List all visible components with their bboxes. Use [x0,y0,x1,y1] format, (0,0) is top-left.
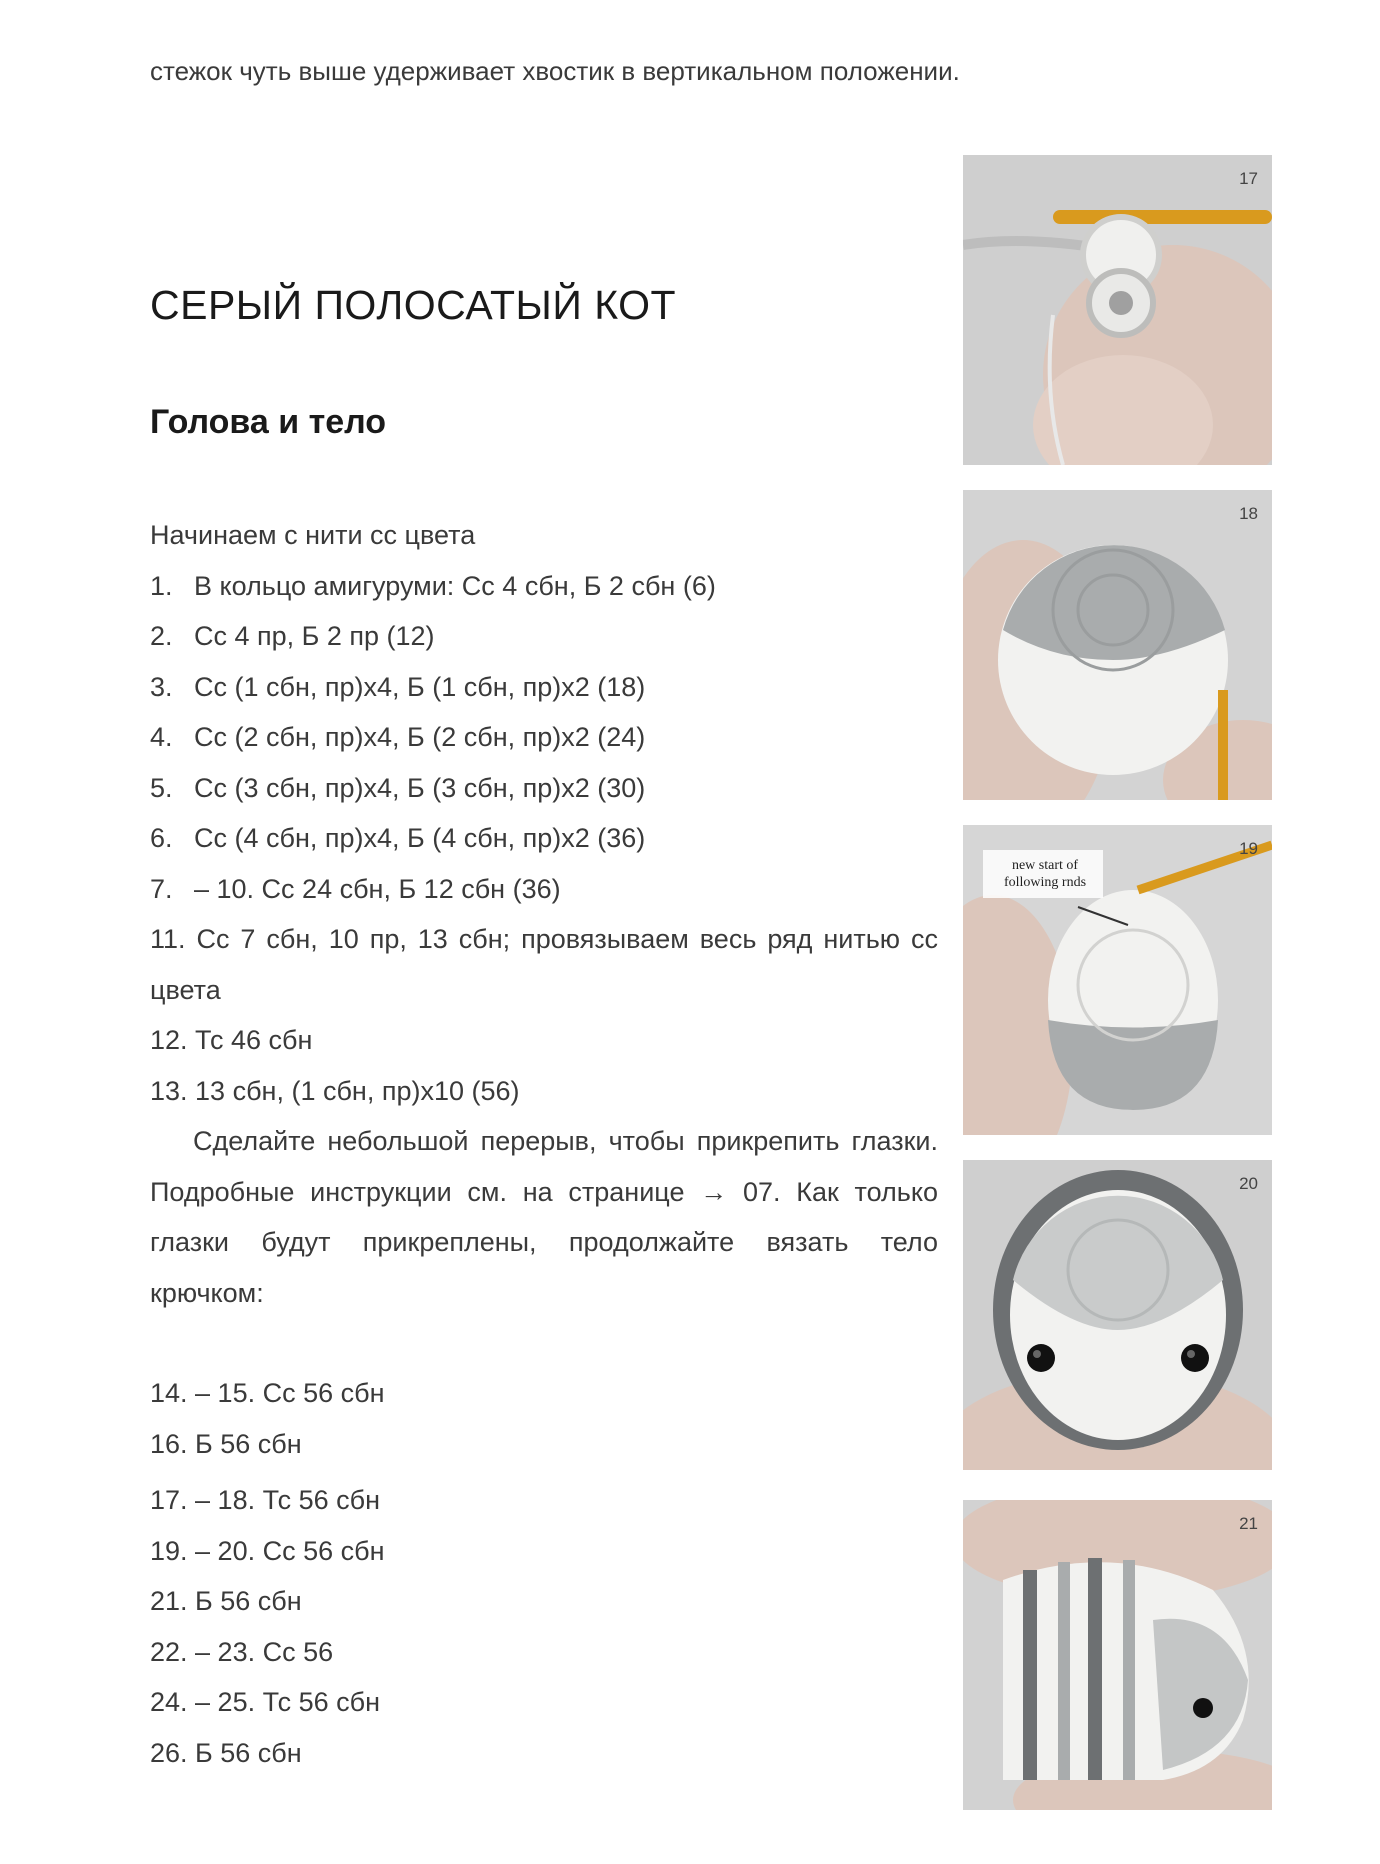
photo-number: 21 [1239,1514,1258,1533]
list-item [150,712,938,763]
list-item: 24. – 25. Тс 56 сбн [150,1687,380,1717]
list-item: 26. Б 56 сбн [150,1737,302,1768]
list-item: 17. – 18. Тс 56 сбн [150,1485,380,1515]
paragraph-line: глазки будут прикреплены, продолжайте вязать тело [150,1227,938,1257]
step-photo-17 [963,155,1272,465]
photo-number: 18 [1239,504,1258,523]
annotation-line: new start of [1011,858,1079,873]
photo-illustration [963,1500,1272,1810]
row-number: 5. [150,772,173,803]
start-line: Начинаем с нити сс цвета [150,520,476,550]
section-subtitle: Голова и тело [150,403,387,441]
photo-number: 17 [1239,169,1258,188]
list-item: 22. – 23. Сс 56 [150,1636,334,1667]
row-text: – 10. Сс 24 сбн, Б 12 сбн (36) [194,873,561,904]
intro-text: стежок чуть выше удерживает хвостик в вертикальном положении. [150,56,960,86]
row-number: 7. [150,873,173,904]
list-item [150,662,938,713]
row-number: 4. [150,722,173,752]
photo-illustration [963,490,1272,800]
list-item: 14. – 15. Сс 56 сбн [150,1378,385,1408]
paragraph-line: Подробные инструкции см. на странице → 07. Как только [150,1176,938,1207]
paragraph-line: Сделайте небольшой перерыв, чтобы прикрепить глазки. [193,1126,938,1156]
photo-illustration [963,1160,1272,1470]
row-11-line-2: цвета [150,974,221,1005]
row-text: Сс (3 сбн, пр)х4, Б (3 сбн, пр)х2 (30) [194,772,646,803]
list-item: 19. – 20. Сс 56 сбн [150,1535,385,1566]
list-item [150,611,938,662]
row-text: Сс (2 сбн, пр)х4, Б (2 сбн, пр)х2 (24) [194,722,646,752]
row-number: 2. [150,621,173,651]
row-text: Сс 4 пр, Б 2 пр (12) [194,621,435,651]
photo-illustration [963,155,1272,465]
annotation-line: following rnds [1003,875,1087,890]
list-item [150,813,938,864]
row-13: 13. 13 сбн, (1 сбн, пр)х10 (56) [150,1075,520,1106]
row-number: 3. [150,671,173,702]
list-item: 16. Б 56 сбн [150,1428,302,1459]
list-item [150,561,938,612]
row-text: В кольцо амигуруми: Сс 4 сбн, Б 2 сбн (6) [194,570,716,601]
row-number: 1. [150,570,173,601]
page-title: СЕРЫЙ ПОЛОСАТЫЙ КОТ [150,282,677,328]
row-text: Сс (1 сбн, пр)х4, Б (1 сбн, пр)х2 (18) [194,671,646,702]
step-photo-20 [963,1160,1272,1470]
row-11-line-1: 11. Сс 7 сбн, 10 пр, 13 сбн; провязываем весь ряд нитью сс [150,924,938,954]
list-item: 21. Б 56 сбн [150,1586,302,1616]
list-item [150,864,938,915]
photo-annotation [987,857,1103,891]
step-photo-21 [963,1500,1272,1810]
row-number: 6. [150,823,173,853]
photo-number: 19 [1239,839,1258,858]
photo-number: 20 [1239,1174,1258,1193]
paragraph-line: крючком: [150,1277,264,1308]
pattern-text [150,510,938,1778]
step-photo-18 [963,490,1272,800]
list-item [150,763,938,814]
row-text: Сс (4 сбн, пр)х4, Б (4 сбн, пр)х2 (36) [194,823,646,853]
row-12: 12. Тс 46 сбн [150,1025,313,1055]
step-photo-19 [963,825,1272,1135]
